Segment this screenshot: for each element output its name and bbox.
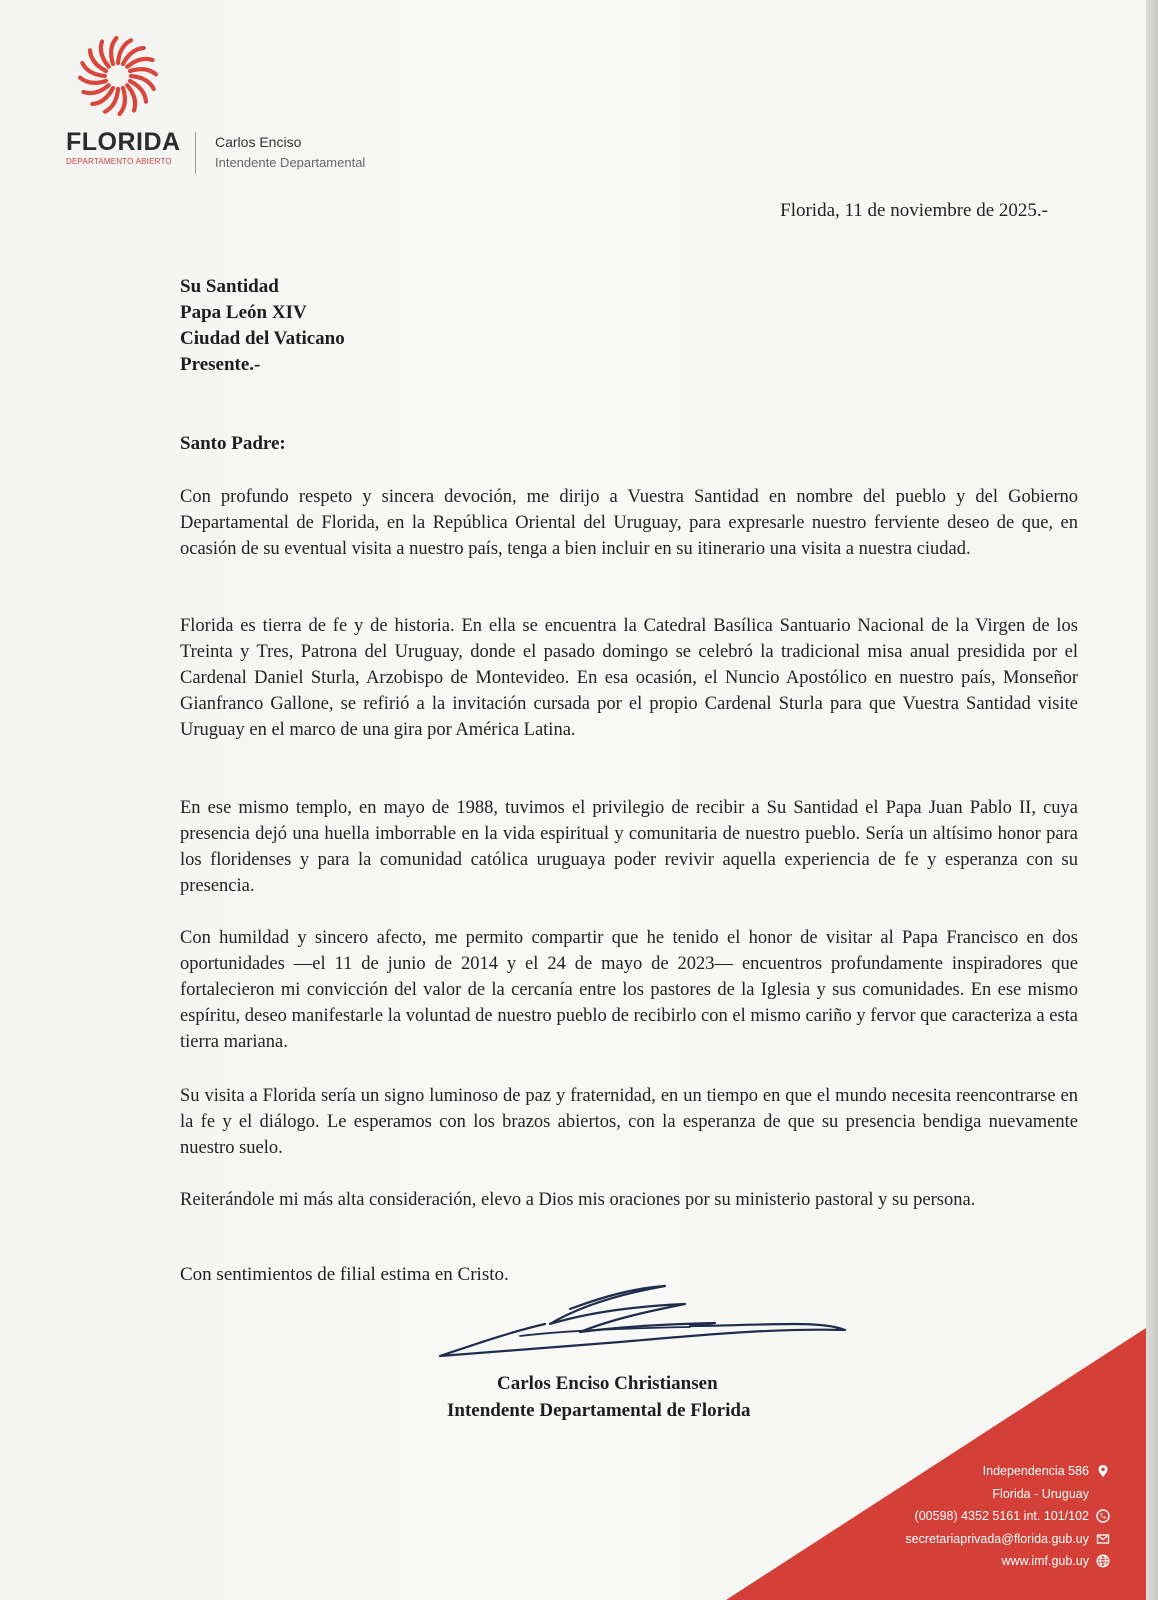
body-paragraph: Florida es tierra de fe y de historia. En ella se encuentra la Catedral Basílica Santuario Nacional de la Virgen de los Treinta y Tres, Patrona del Uruguay, donde el pasado domingo se celebró la tradicional misa anual presidida por el Cardenal Daniel Sturla, Arzobispo de Montevideo. En esa ocasión, el Nuncio Apostólico en nuestro país, Monseñor Gianfranco Gallone, se refirió a la invitación cursada por el propio Cardenal Sturla para que Vuestra Santidad visite Uruguay en el marco de una gira por América Latina. [180,616,1078,740]
body-paragraph: Su visita a Florida sería un signo luminoso de paz y fraternidad, en un tiempo en que el mundo necesita reencontrarse en la fe y el diálogo. Le esperamos con los brazos abiertos, con la esperanza de que su presencia bendiga nuevamente nuestro suelo. [180,1086,1078,1158]
recipient-line: Papa León XIV [180,302,307,323]
recipient-line: Su Santidad [180,276,279,297]
location-pin-icon [1096,1464,1110,1478]
letter-date: Florida, 11 de noviembre de 2025.- [780,200,1048,221]
body-paragraph: Reiterándole mi más alta consideración, elevo a Dios mis oraciones por su ministerio pastoral y su persona. [180,1190,976,1210]
body-paragraph: Con profundo respeto y sincera devoción, me dirijo a Vuestra Santidad en nombre del pueblo y del Gobierno Departamental de Florida, en la República Oriental del Uruguay, para expresarle nuestro ferviente deseo de que, en ocasión de su eventual visita a nuestro país, tenga a bien incluir en su itinerario una visita a nuestra ciudad. [180,487,1078,559]
letterhead-divider [195,132,196,174]
letterhead-name: Carlos Enciso [215,134,302,150]
phone-icon [1096,1509,1110,1523]
envelope-icon [1096,1532,1110,1546]
body-paragraph: En ese mismo templo, en mayo de 1988, tuvimos el privilegio de recibir a Su Santidad el Papa Juan Pablo II, cuya presencia dejó una huella imborrable en la vida espiritual y comunitaria de nuestro pueblo. Sería un altísimo honor para los floridenses y para la comunidad católica uruguaya poder revivir aquella experiencia de fe y esperanza con su presencia. [180,798,1078,896]
globe-icon [1096,1554,1110,1568]
closing-line: Con sentimientos de filial estima en Cristo. [180,1264,509,1285]
recipient-line: Presente.- [180,354,261,375]
footer-city: Florida - Uruguay [992,1486,1089,1501]
signer-role: Intendente Departamental de Florida [447,1400,751,1421]
signer-name: Carlos Enciso Christiansen [497,1373,718,1394]
recipient-block [180,274,345,378]
salutation: Santo Padre: [180,433,286,454]
body-paragraph: Con humildad y sincero afecto, me permito compartir que he tenido el honor de visitar al Papa Francisco en dos oportunidades —el 11 de junio de 2014 y el 24 de mayo de 2023— encuentros profundamente inspiradores que fortalecieron mi convicción del valor de la cercanía entre los pastores de la Iglesia y sus comunidades. En ese mismo espíritu, deseo manifestarle la voluntad de nuestro pueblo de recibirlo con el mismo cariño y fervor que caracteriza a esta tierra mariana. [180,928,1078,1052]
brand-name: FLORIDA [66,128,181,156]
footer-contact [905,1460,1110,1573]
florida-sun-logo-icon [76,34,160,118]
footer-address: Independencia 586 [982,1464,1089,1478]
page-edge-shadow [1146,0,1158,1600]
footer-email: secretariaprivada@florida.gub.uy [905,1531,1089,1546]
recipient-line: Ciudad del Vaticano [180,328,345,349]
brand-tagline: DEPARTAMENTO ABIERTO [66,157,172,166]
letterhead-role: Intendente Departamental [215,155,366,170]
footer-website: www.imf.gub.uy [1001,1554,1089,1568]
footer-phone: (00598) 4352 5161 int. 101/102 [914,1509,1089,1523]
